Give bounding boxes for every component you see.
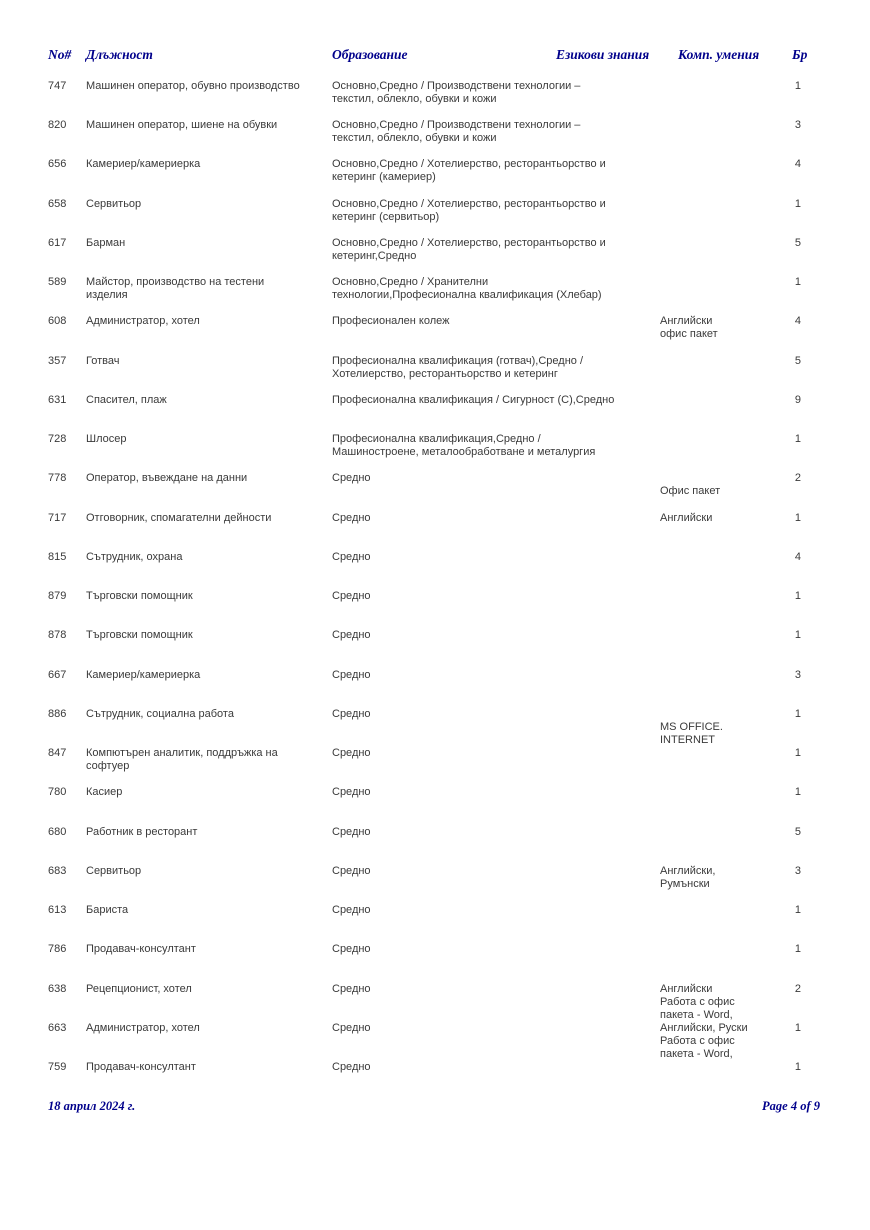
position-cell	[86, 276, 332, 302]
computer-skill-line: MS OFFICE.	[660, 720, 723, 733]
position-line: Камериер/камериерка	[86, 158, 201, 171]
education-cell	[332, 629, 637, 642]
table-row	[0, 983, 870, 1022]
position-line: Машинен оператор, шиене на обувки	[86, 119, 278, 132]
position-line: Отговорник, спомагателни дейности	[86, 511, 272, 524]
table-row	[0, 590, 870, 629]
row-number: 815	[48, 550, 67, 563]
language-line: Английски	[660, 982, 713, 995]
language-line: Английски,	[660, 864, 716, 877]
skills-cell	[660, 1022, 772, 1061]
position-line: Администратор, хотел	[86, 1021, 200, 1034]
position-cell	[86, 198, 332, 211]
position-cell	[86, 983, 332, 996]
computer-skill-line: INTERNET	[660, 733, 715, 746]
education-cell	[332, 237, 637, 263]
table-row	[0, 237, 870, 276]
row-number: 878	[48, 629, 67, 642]
education-line: Основно,Средно / Производствени технологии –	[332, 80, 581, 92]
languages-text	[660, 865, 772, 891]
education-line: Средно	[332, 864, 371, 877]
education-line: Професионална квалификация / Сигурност (С),Средно	[332, 393, 615, 406]
position-cell	[86, 512, 332, 525]
table-row	[0, 80, 870, 119]
language-line: Английски, Руски	[660, 1021, 748, 1034]
skills-cell	[660, 983, 772, 1022]
count-cell: 1	[794, 276, 801, 289]
position-cell	[86, 119, 332, 132]
computer-skill-line: пакета - Word,	[660, 1047, 733, 1060]
position-cell	[86, 472, 332, 485]
skills-cell	[660, 472, 772, 498]
education-line: Основно,Средно / Хранителни	[332, 276, 489, 289]
table-row	[0, 394, 870, 433]
skills-cell	[660, 512, 772, 525]
languages-text	[660, 983, 772, 996]
row-number: 820	[48, 119, 67, 132]
row-number: 613	[48, 904, 67, 917]
education-line: Средно	[332, 707, 371, 720]
row-number: 638	[48, 982, 67, 995]
computer-skills-text	[660, 996, 772, 1022]
position-cell	[86, 865, 332, 878]
count-cell: 1	[794, 511, 801, 524]
row-number: 786	[48, 943, 67, 956]
table-row	[0, 472, 870, 511]
language-line: Румънски	[660, 877, 710, 890]
position-cell	[86, 433, 332, 446]
column-header-languages: Езикови знания	[556, 47, 650, 62]
row-number: 728	[48, 433, 67, 446]
table-row	[0, 747, 870, 786]
education-line: текстил, облекло, обувки и кожи	[332, 132, 497, 145]
position-cell	[86, 786, 332, 799]
count-cell: 4	[794, 158, 801, 171]
count-cell: 2	[794, 472, 801, 485]
education-cell	[332, 315, 637, 328]
computer-skill-line: Работа с офис	[660, 995, 735, 1008]
count-cell: 1	[794, 707, 801, 720]
position-line: софтуер	[86, 760, 130, 773]
skills-cell	[660, 315, 772, 341]
row-number: 886	[48, 707, 67, 720]
count-cell: 9	[794, 393, 801, 406]
count-cell: 5	[794, 825, 801, 838]
table-row	[0, 433, 870, 472]
column-header-position: Длъжност	[86, 47, 153, 62]
position-cell	[86, 629, 332, 642]
languages-text	[660, 512, 772, 525]
position-cell	[86, 747, 332, 773]
education-line: Професионална квалификация (готвач),Средно /	[332, 354, 584, 367]
row-number: 656	[48, 158, 67, 171]
education-cell	[332, 394, 637, 407]
table-row	[0, 904, 870, 943]
languages-text	[660, 315, 772, 328]
education-line: Средно	[332, 904, 371, 917]
table-row	[0, 629, 870, 668]
education-line: Средно	[332, 1021, 371, 1034]
count-cell: 3	[794, 668, 801, 681]
table-row	[0, 276, 870, 315]
position-cell	[86, 1022, 332, 1035]
education-line: Основно,Средно / Производствени технологии –	[332, 119, 581, 132]
position-cell	[86, 394, 332, 407]
count-cell: 2	[794, 982, 801, 995]
education-cell	[332, 669, 637, 682]
education-cell	[332, 904, 637, 917]
position-cell	[86, 1061, 332, 1074]
row-number: 759	[48, 1061, 67, 1073]
count-cell: 1	[794, 590, 801, 603]
row-number: 717	[48, 511, 67, 524]
education-line: Средно	[332, 668, 371, 681]
position-line: Сервитьор	[86, 197, 142, 210]
computer-skill-line: Работа с офис	[660, 1034, 735, 1047]
table-row	[0, 1022, 870, 1061]
row-number: 631	[48, 393, 67, 406]
education-cell	[332, 1022, 637, 1035]
position-cell	[86, 669, 332, 682]
education-cell	[332, 198, 637, 224]
column-header-education: Образование	[332, 47, 408, 62]
education-line: Професионален колеж	[332, 315, 450, 328]
row-number: 747	[48, 80, 67, 92]
row-number: 617	[48, 236, 67, 249]
education-cell	[332, 1061, 637, 1074]
position-line: Спасител, плаж	[86, 393, 167, 406]
position-cell	[86, 80, 332, 93]
row-number: 658	[48, 197, 67, 210]
position-line: Готвач	[86, 354, 120, 367]
position-cell	[86, 708, 332, 721]
education-cell	[332, 826, 637, 839]
position-line: Сътрудник, охрана	[86, 550, 183, 563]
position-line: Работник в ресторант	[86, 825, 198, 838]
education-line: Средно	[332, 786, 371, 799]
position-cell	[86, 355, 332, 368]
position-line: изделия	[86, 289, 128, 302]
education-line: Средно	[332, 590, 371, 603]
education-line: кетеринг (камериер)	[332, 171, 436, 184]
count-cell: 1	[794, 1021, 801, 1034]
count-cell: 1	[794, 80, 801, 92]
education-line: Средно	[332, 511, 371, 524]
computer-skills-text	[660, 328, 772, 341]
table-row	[0, 512, 870, 551]
education-cell	[332, 355, 637, 381]
column-header-no: No#	[48, 47, 72, 62]
table-row	[0, 119, 870, 158]
count-cell: 5	[794, 354, 801, 367]
education-cell	[332, 551, 637, 564]
position-line: Шлосер	[86, 433, 127, 446]
footer-date: 18 април 2024 г.	[48, 1099, 136, 1113]
computer-skill-line: офис пакет	[660, 328, 718, 341]
position-line: Сътрудник, социална работа	[86, 707, 234, 720]
count-cell: 1	[794, 904, 801, 917]
skills-cell	[660, 865, 772, 891]
education-cell	[332, 472, 637, 485]
position-line: Продавач-консултант	[86, 1061, 196, 1073]
table-row	[0, 198, 870, 237]
education-cell	[332, 512, 637, 525]
table-row	[0, 158, 870, 197]
education-line: Средно	[332, 629, 371, 642]
education-line: текстил, облекло, обувки и кожи	[332, 93, 497, 105]
computer-skill-line: пакета - Word,	[660, 1008, 733, 1021]
education-line: Основно,Средно / Хотелиерство, ресторантьорство и	[332, 158, 606, 171]
position-cell	[86, 158, 332, 171]
row-number: 357	[48, 354, 67, 367]
education-cell	[332, 865, 637, 878]
education-line: кетеринг (сервитьор)	[332, 210, 440, 223]
row-number: 683	[48, 864, 67, 877]
position-line: Продавач-консултант	[86, 943, 196, 956]
skills-cell	[660, 708, 772, 747]
position-line: Майстор, производство на тестени	[86, 276, 265, 289]
education-line: Средно	[332, 550, 371, 563]
computer-skills-text	[660, 485, 772, 498]
education-line: Хотелиерство, ресторантьорство и кетеринг	[332, 367, 558, 380]
footer-page-number: Page 4 of 9	[762, 1099, 820, 1113]
education-line: Средно	[332, 472, 371, 485]
education-cell	[332, 119, 637, 145]
position-line: Администратор, хотел	[86, 315, 200, 328]
position-cell	[86, 315, 332, 328]
education-line: Средно	[332, 747, 371, 760]
education-cell	[332, 943, 637, 956]
position-cell	[86, 826, 332, 839]
computer-skills-text	[660, 721, 772, 747]
education-cell	[332, 786, 637, 799]
education-cell	[332, 590, 637, 603]
count-cell: 1	[794, 433, 801, 446]
languages-text	[660, 1022, 772, 1035]
position-line: Бариста	[86, 904, 129, 917]
education-line: кетеринг,Средно	[332, 249, 417, 262]
position-cell	[86, 590, 332, 603]
position-line: Рецепционист, хотел	[86, 982, 192, 995]
count-cell: 1	[794, 629, 801, 642]
column-header-computer: Комп. умения	[678, 47, 760, 62]
languages-text	[660, 708, 772, 721]
table-row	[0, 865, 870, 904]
row-number: 778	[48, 472, 67, 485]
computer-skill-line: Офис пакет	[660, 485, 721, 498]
education-cell	[332, 433, 637, 459]
row-number: 667	[48, 668, 67, 681]
row-number: 847	[48, 747, 67, 760]
count-cell: 3	[794, 864, 801, 877]
table-row	[0, 943, 870, 982]
row-number: 608	[48, 315, 67, 328]
position-cell	[86, 943, 332, 956]
computer-skills-text	[660, 1035, 772, 1061]
column-header-count: Бр	[792, 47, 808, 62]
position-line: Сервитьор	[86, 864, 142, 877]
position-line: Компютърен аналитик, поддръжка на	[86, 747, 278, 760]
position-line: Машинен оператор, обувно производство	[86, 80, 300, 92]
education-line: Средно	[332, 982, 371, 995]
education-line: Машиностроене, металообработване и металургия	[332, 446, 596, 459]
count-cell: 1	[794, 1061, 801, 1073]
count-cell: 4	[794, 315, 801, 328]
education-cell	[332, 983, 637, 996]
table-row	[0, 786, 870, 825]
position-line: Търговски помощник	[86, 590, 193, 603]
table-row	[0, 551, 870, 590]
position-cell	[86, 551, 332, 564]
table-row	[0, 315, 870, 354]
education-line: Професионална квалификация,Средно /	[332, 433, 541, 446]
education-cell	[332, 276, 637, 302]
row-number: 879	[48, 590, 67, 603]
count-cell: 3	[794, 119, 801, 132]
count-cell: 4	[794, 550, 801, 563]
count-cell: 1	[794, 747, 801, 760]
position-cell	[86, 237, 332, 250]
position-line: Оператор, въвеждане на данни	[86, 472, 248, 485]
education-cell	[332, 747, 637, 760]
position-line: Барман	[86, 236, 126, 249]
table-row	[0, 355, 870, 394]
education-line: Средно	[332, 1061, 371, 1073]
count-cell: 1	[794, 786, 801, 799]
table-row	[0, 708, 870, 747]
education-line: Средно	[332, 825, 371, 838]
language-line: Английски	[660, 315, 713, 328]
education-line: Основно,Средно / Хотелиерство, ресторантьорство и	[332, 236, 606, 249]
row-number: 680	[48, 825, 67, 838]
education-line: Средно	[332, 943, 371, 956]
count-cell: 1	[794, 943, 801, 956]
table-row	[0, 826, 870, 865]
education-line: Основно,Средно / Хотелиерство, ресторантьорство и	[332, 197, 606, 210]
row-number: 663	[48, 1021, 67, 1034]
table-row	[0, 1061, 870, 1100]
row-number: 589	[48, 276, 67, 289]
table-row	[0, 669, 870, 708]
position-line: Камериер/камериерка	[86, 668, 201, 681]
languages-text	[660, 472, 772, 485]
position-line: Търговски помощник	[86, 629, 193, 642]
count-cell: 1	[794, 197, 801, 210]
education-cell	[332, 708, 637, 721]
education-cell	[332, 158, 637, 184]
language-line: Английски	[660, 511, 713, 524]
row-number: 780	[48, 786, 67, 799]
position-cell	[86, 904, 332, 917]
education-cell	[332, 80, 637, 106]
education-line: технологии,Професионална квалификация (Хлебар)	[332, 289, 602, 302]
count-cell: 5	[794, 236, 801, 249]
position-line: Касиер	[86, 786, 123, 799]
